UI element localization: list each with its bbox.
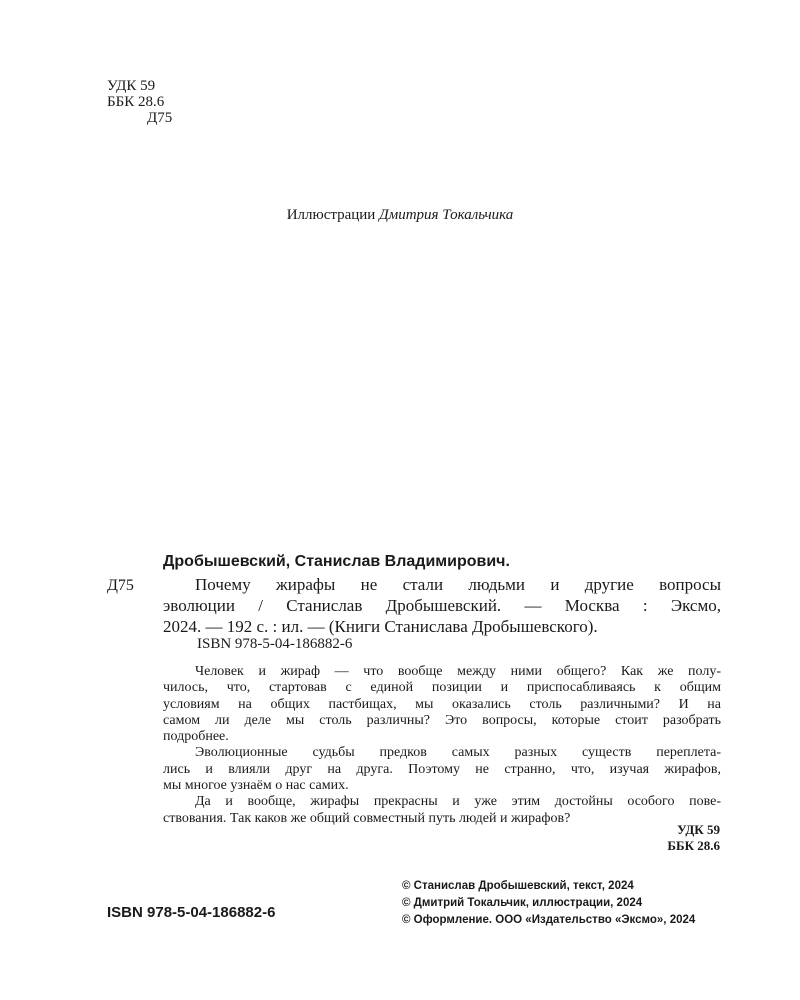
top-classification-codes [107,78,172,126]
isbn-bottom: ISBN 978-5-04-186882-6 [107,904,276,921]
abstract-line: Эволюционные судьбы предков самых разных существ переплета- [195,745,721,761]
copyright-line: © Оформление. ООО «Издательство «Эксмо», 2024 [402,914,696,926]
abstract-line: самом ли деле мы столь различны? Это вопросы, которые стоит разобрать [163,712,721,728]
illustrations-credit [0,207,800,224]
abstract-line: лись и влияли друг на друга. Поэтому не странно, что, изучая жирафов, [163,761,721,777]
catalog-author-mark: Д75 [107,577,134,594]
illustrations-prefix: Иллюстрации [286,207,376,223]
abstract-line: условиям на общих пастбищах, мы оказались столь различными? И на [163,696,721,712]
copyright-block [402,878,695,929]
abstract-line: чилось, что, стартовав с единой позиции и приспосабливаясь к общим [163,680,721,696]
bottom-classification-codes [600,822,720,854]
abstract [163,664,721,827]
catalog-description-line: Почему жирафы не стали людьми и другие вопросы [195,575,721,594]
abstract-line: мы многое узнаём о нас самих. [163,778,349,794]
catalog-description [163,574,721,637]
abstract-line: Да и вообще, жирафы прекрасны и уже этим достойны особого пове- [195,794,721,810]
catalog-author-heading: Дробышевский, Станислав Владимирович. [163,553,510,570]
bbk-code-bottom: ББК 28.6 [667,838,720,853]
author-mark: Д75 [147,110,173,126]
udk-code-bottom: УДК 59 [677,822,720,837]
catalog-description-line: 2024. — 192 с. : ил. — (Книги Станислава Дробышевского). [163,617,598,636]
catalog-description-line: эволюции / Станислав Дробышевский. — Москва : Эксмо, [163,596,721,615]
catalog-isbn: ISBN 978-5-04-186882-6 [197,636,353,652]
abstract-line: Человек и жираф — что вообще между ними общего? Как же полу- [195,664,721,679]
copyright-line: © Дмитрий Токальчик, иллюстрации, 2024 [402,897,643,909]
bbk-code: ББК 28.6 [107,94,165,110]
illustrator-name: Дмитрия Токальчика [379,207,514,223]
abstract-line: подробнее. [163,729,229,745]
copyright-line: © Станислав Дробышевский, текст, 2024 [402,880,634,892]
udk-code: УДК 59 [107,78,156,94]
abstract-line: ствования. Так каков же общий совместный путь людей и жирафов? [163,810,571,826]
